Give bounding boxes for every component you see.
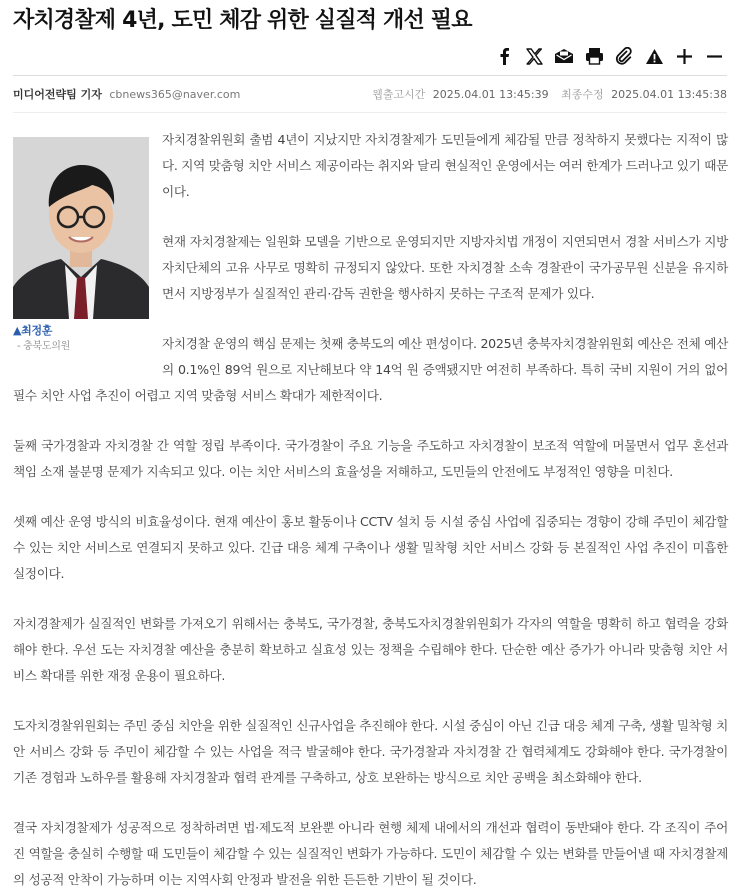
published-time: 2025.04.01 13:45:39 bbox=[432, 88, 549, 101]
copy-link-button[interactable] bbox=[613, 45, 635, 67]
print-icon bbox=[585, 47, 604, 65]
font-increase-icon bbox=[676, 48, 693, 65]
portrait-illustration bbox=[13, 137, 149, 319]
attach-icon bbox=[615, 47, 633, 65]
article-paragraph-1: 자치경찰위원회 출범 4년이 지났지만 자치경찰제가 도민들에게 체감될 만큼 정착하지 못했다는 지적이 많다. 지역 맞춤형 치안 서비스 제공이라는 취지와 달리 현실적인 운영에서는 여러 한계가 드러나고 있기 때문이다. bbox=[162, 132, 728, 199]
mail-icon bbox=[554, 48, 574, 64]
article-dates bbox=[368, 86, 727, 102]
byline bbox=[13, 85, 727, 103]
article-body bbox=[13, 127, 728, 895]
reporter-email[interactable]: cbnews365@naver.com bbox=[109, 88, 241, 101]
author-photo bbox=[13, 137, 149, 319]
x-share-button[interactable] bbox=[523, 45, 545, 67]
reporter-info bbox=[13, 86, 240, 102]
author-caption-role: - 충북도의원 bbox=[17, 341, 70, 352]
author-caption-name: ▲최정훈 bbox=[13, 324, 53, 337]
byline-divider bbox=[13, 112, 727, 113]
x-icon bbox=[526, 48, 543, 65]
header-divider bbox=[13, 75, 727, 76]
font-decrease-button[interactable] bbox=[703, 45, 725, 67]
print-button[interactable] bbox=[583, 45, 605, 67]
article-headline: 자치경찰제 4년, 도민 체감 위한 실질적 개선 필요 bbox=[13, 8, 472, 33]
article-paragraph-5: 셋째 예산 운영 방식의 비효율성이다. 현재 예산이 홍보 활동이나 CCTV 설치 등 시설 중심 사업에 집중되는 경향이 강해 주민이 체감할 수 있는 치안 서비스로 연결되지 못하고 있다. 긴급 대응 체계 구축이나 생활 밀착형 치안 서비스 강화 등 본질적인 사업 추진이 미흡한 실정이다. bbox=[13, 514, 728, 581]
published-label: 웹출고시간 bbox=[372, 88, 426, 101]
font-decrease-icon bbox=[706, 48, 723, 65]
article-paragraph-4: 둘째 국가경찰과 자치경찰 간 역할 정립 부족이다. 국가경찰이 주요 기능을 주도하고 자치경찰이 보조적 역할에 머물면서 업무 혼선과 책임 소재 불분명 문제가 지속되고 있다. 이는 치안 서비스의 효율성을 저해하고, 도민들의 안전에도 부정적인 영향을 미친다. bbox=[13, 438, 728, 479]
article-paragraph-3: 자치경찰 운영의 핵심 문제는 첫째 충북도의 예산 편성이다. 2025년 충북자치경찰위원회 예산은 전체 예산의 0.1%인 89억 원으로 지난해보다 약 14억 원 증액됐지만 여전히 부족하다. 특히 국비 지원이 거의 없어 필수 치안 사업 추진이 어렵고 지역 맞춤형 서비스 확대가 제한적이다. bbox=[13, 336, 728, 403]
article-paragraph-7: 도자치경찰위원회는 주민 중심 치안을 위한 실질적인 신규사업을 추진해야 한다. 시설 중심이 아닌 긴급 대응 체계 구축, 생활 밀착형 치안 서비스 강화 등 주민이 체감할 수 있는 사업을 적극 발굴해야 한다. 국가경찰과 자치경찰 간 협력체계도 강화해야 한다. 국가경찰이 기존 경험과 노하우를 활용해 자치경찰과 협력 관계를 구축하고, 상호 보완하는 방식으로 치안 공백을 최소화해야 한다. bbox=[13, 718, 728, 785]
article-paragraph-2: 현재 자치경찰제는 일원화 모델을 기반으로 운영되지만 지방자치법 개정이 지연되면서 경찰 서비스가 지방자치단체의 고유 사무로 명확히 규정되지 않았다. 또한 자치경찰 소속 경찰관이 국가공무원 신분을 유지하면서 지방정부가 실질적인 관리·감독 권한을 행사하지 못하는 구조적 문제가 있다. bbox=[162, 234, 728, 301]
report-button[interactable] bbox=[643, 45, 665, 67]
reporter-name: 미디어전략팀 기자 bbox=[13, 88, 102, 101]
updated-label: 최종수정 bbox=[561, 88, 604, 101]
article-toolbar bbox=[493, 44, 725, 68]
updated-time: 2025.04.01 13:45:38 bbox=[611, 88, 727, 101]
article-paragraph-8: 결국 자치경찰제가 성공적으로 정착하려면 법·제도적 보완뿐 아니라 현행 체제 내에서의 개선과 협력이 동반돼야 한다. 각 조직이 주어진 역할을 충실히 수행할 때 도민들이 체감할 수 있는 실질적인 변화가 가능하다. 도민이 체감할 수 있는 변화를 만들어낼 때 자치경찰제의 성공적 안착이 가능하며 이는 지역사회 안정과 발전을 위한 든든한 기반이 될 것이다. bbox=[13, 820, 728, 887]
article-paragraph-6: 자치경찰제가 실질적인 변화를 가져오기 위해서는 충북도, 국가경찰, 충북도자치경찰위원회가 각자의 역할을 명확히 하고 협력을 강화해야 한다. 우선 도는 자치경찰 예산을 충분히 확보하고 실효성 있는 정책을 수립해야 한다. 단순한 예산 증가가 아니라 맞춤형 치안 서비스 확대를 위한 재정 운용이 필요하다. bbox=[13, 616, 728, 683]
facebook-share-button[interactable] bbox=[493, 45, 515, 67]
facebook-icon bbox=[498, 47, 510, 65]
font-increase-button[interactable] bbox=[673, 45, 695, 67]
email-share-button[interactable] bbox=[553, 45, 575, 67]
author-photo-block bbox=[13, 137, 149, 355]
report-icon bbox=[645, 48, 664, 65]
